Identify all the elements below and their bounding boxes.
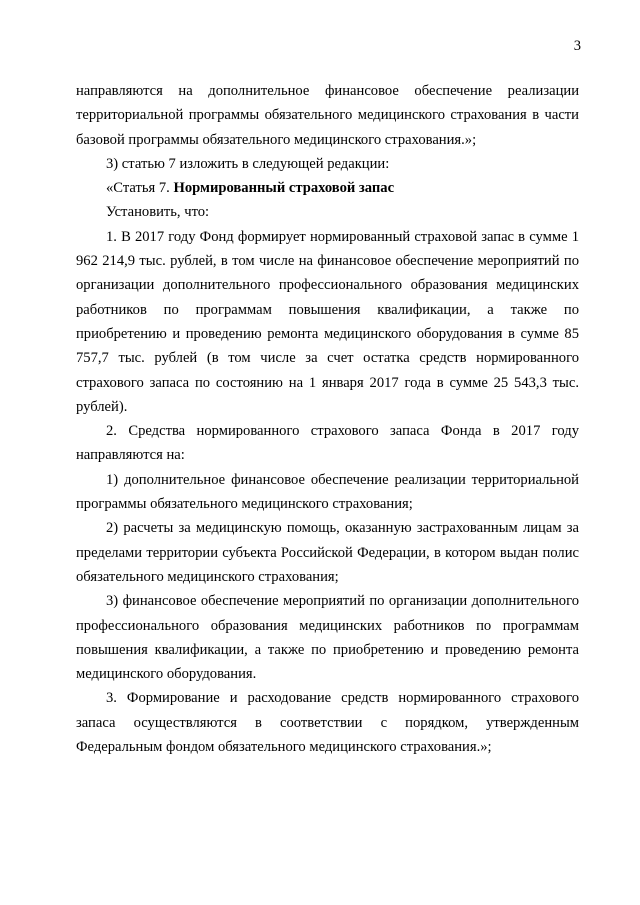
paragraph-subclause-1: 1) дополнительное финансовое обеспечение реализации территориальной программы обязательного медицинского страхования; <box>76 471 579 513</box>
paragraph-clause-2: 2. Средства нормированного страхового запаса Фонда в 2017 году направляются на: <box>76 423 579 464</box>
article-heading-prefix: «Статья 7. <box>106 180 174 197</box>
document-body <box>76 79 579 759</box>
paragraph-subclause-2: 2) расчеты за медицинскую помощь, оказанную застрахованным лицам за пределами территории субъекта Российской Федерации, в котором выдан полис обязательного медицинского страхования; <box>76 520 579 585</box>
paragraph-establish: Установить, что: <box>106 204 210 221</box>
page-number: 3 <box>573 38 581 54</box>
paragraph-subclause-3: 3) финансовое обеспечение мероприятий по организации дополнительного профессионального образования медицинских работников по программам повышения квалификации, а также по приобретению и проведению ремонта медицинского оборудования. <box>76 593 579 683</box>
article-heading <box>76 176 579 200</box>
paragraph-clause-1: 1. В 2017 году Фонд формирует нормированный страховой запас в сумме 1 962 214,9 тыс. рублей, в том числе на финансовое обеспечение мероприятий по организации дополнительного профессионального образования медицинских работников по программам повышения квалификации, а также по приобретению и проведению ремонта медицинского оборудования в сумме 85 757,7 тыс. рублей (в том числе за счет остатка средств нормированного страхового запаса по состоянию на 1 января 2017 года в сумме 25 543,3 тыс. рублей). <box>76 228 579 415</box>
paragraph-continuation: направляются на дополнительное финансовое обеспечение реализации территориальной программы обязательного медицинского страхования в части базовой программы обязательного медицинского страхования.»; <box>76 83 579 148</box>
article-heading-title: Нормированный страховой запас <box>173 180 395 197</box>
paragraph-clause-3: 3. Формирование и расходование средств нормированного страхового запаса осуществляются в соответствии с порядком, утвержденным Федеральным фондом обязательного медицинского страхования.»; <box>76 690 579 756</box>
paragraph-amendment-item: 3) статью 7 изложить в следующей редакции: <box>106 155 390 172</box>
